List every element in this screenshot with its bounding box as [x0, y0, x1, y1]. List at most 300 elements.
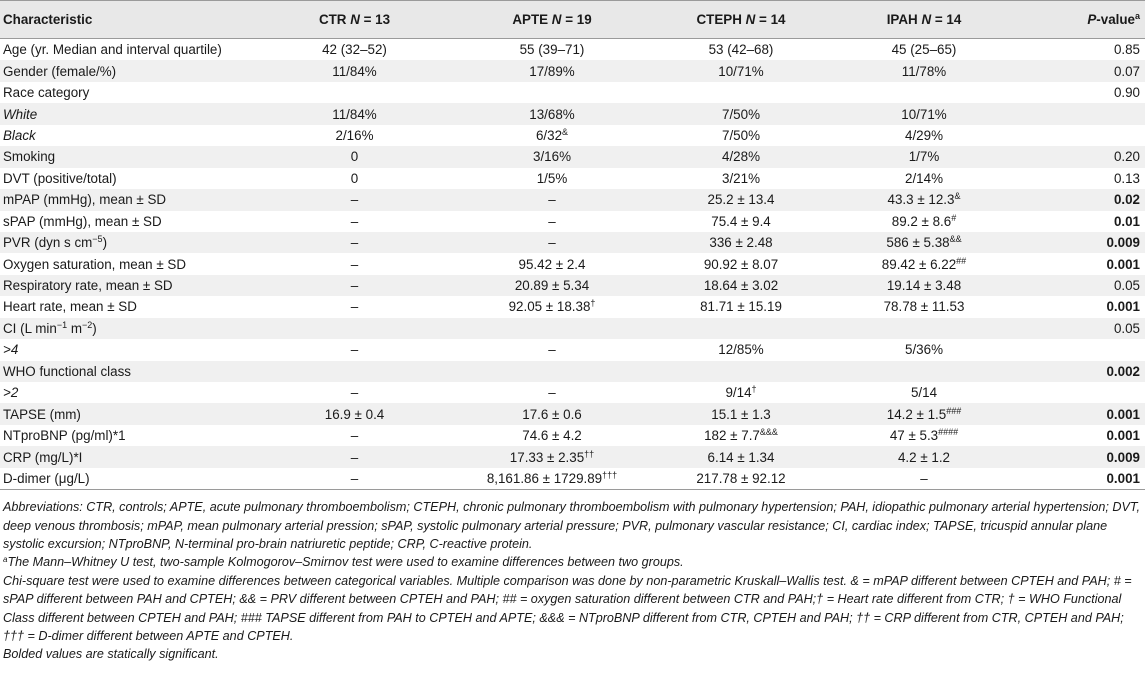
- cell-cteph: [652, 339, 830, 360]
- row-label-text: mPAP (mmHg), mean ± SD: [3, 192, 167, 208]
- cell-value: 74.6 ± 4.2: [522, 428, 582, 444]
- group-n-value: = 14: [759, 12, 786, 27]
- cell-value: 18.64 ± 3.02: [703, 278, 779, 294]
- cell-ctr: [257, 189, 452, 210]
- cell-ctr: [257, 125, 452, 146]
- cell-cteph: [652, 253, 830, 274]
- table-row: [0, 275, 1145, 296]
- cell-ctr: [257, 468, 452, 490]
- cell-value: 95.42 ± 2.4: [518, 256, 586, 272]
- table-row: [0, 382, 1145, 403]
- pvalue: 0.90: [1113, 85, 1140, 101]
- cell-apte: [452, 296, 652, 317]
- cell-value: 47 ± 5.3: [889, 428, 939, 444]
- cell-cteph: [652, 425, 830, 446]
- cell-apte: [452, 403, 652, 424]
- cell-apte: [452, 275, 652, 296]
- cell-value: 16.9 ± 0.4: [324, 406, 385, 422]
- cell-value: 25.2 ± 13.4: [707, 192, 775, 208]
- cell-ctr: [257, 339, 452, 360]
- cell-ipah: [830, 168, 1018, 189]
- row-label-text: NTproBNP (pg/ml)*1: [3, 428, 126, 444]
- cell-cteph: [652, 468, 830, 490]
- cell-pvalue: [1018, 446, 1145, 467]
- row-label-text: Gender (female/%): [3, 63, 117, 79]
- cell-value: 55 (39–71): [519, 42, 585, 58]
- cell-pvalue: [1018, 318, 1145, 339]
- cell-value: 4/29%: [905, 127, 943, 143]
- cell-ipah: [830, 60, 1018, 81]
- cell-value: 19.14 ± 3.48: [886, 278, 962, 294]
- cell-value: 1/5%: [536, 170, 568, 186]
- row-label: [0, 382, 257, 403]
- cell-apte: [452, 39, 652, 61]
- group-n-label: N: [350, 12, 360, 27]
- table-row: [0, 103, 1145, 124]
- cell-ipah: [830, 296, 1018, 317]
- row-label: [0, 168, 257, 189]
- cell-value: 7/50%: [722, 127, 760, 143]
- group-n-value: = 14: [934, 12, 962, 27]
- cell-value: 8,161.86 ± 1729.89: [486, 470, 603, 486]
- table-row: [0, 446, 1145, 467]
- cell-footnote-marker: &: [954, 191, 961, 202]
- pvalue: 0.009: [1106, 449, 1140, 465]
- cell-value: 0: [350, 149, 359, 165]
- header-group-ctr: [257, 1, 452, 39]
- cell-value: 10/71%: [901, 106, 947, 122]
- row-label: [0, 339, 257, 360]
- row-label-text: Oxygen saturation, mean ± SD: [3, 256, 187, 272]
- row-label: [0, 60, 257, 81]
- cell-footnote-marker: &: [562, 126, 569, 137]
- table-row: [0, 318, 1145, 339]
- row-label: [0, 468, 257, 490]
- cell-ipah: [830, 211, 1018, 232]
- cell-value: 4.2 ± 1.2: [897, 449, 951, 465]
- row-label-text: Race category: [3, 85, 90, 101]
- cell-value: 586 ± 5.38: [886, 235, 950, 251]
- cell-value: 90.92 ± 8.07: [703, 256, 779, 272]
- cell-apte: [452, 232, 652, 253]
- group-n-label: N: [921, 12, 932, 27]
- cell-cteph: [652, 318, 830, 339]
- cell-pvalue: [1018, 361, 1145, 382]
- cell-ctr: [257, 446, 452, 467]
- row-label: [0, 82, 257, 103]
- group-name: IPAH: [886, 12, 918, 27]
- table-row: [0, 425, 1145, 446]
- pvalue-footnote-marker: a: [1134, 11, 1140, 21]
- cell-ipah: [830, 82, 1018, 103]
- cell-value: 217.78 ± 92.12: [696, 470, 786, 486]
- group-name: CTEPH: [696, 12, 742, 27]
- row-label-text: Smoking: [3, 149, 56, 165]
- table-row: [0, 361, 1145, 382]
- cell-apte: [452, 125, 652, 146]
- row-label-sup: −1: [56, 319, 68, 330]
- table-row: [0, 168, 1145, 189]
- table-footnotes: [0, 490, 1145, 664]
- pvalue: 0.20: [1113, 149, 1140, 165]
- table-row: [0, 125, 1145, 146]
- row-label-text: TAPSE (mm): [3, 406, 81, 422]
- row-label: [0, 189, 257, 210]
- table-row: [0, 60, 1145, 81]
- cell-ctr: [257, 60, 452, 81]
- cell-value: –: [548, 385, 556, 401]
- cell-value: 11/84%: [332, 63, 377, 79]
- cell-value: 10/71%: [718, 63, 764, 79]
- cell-value: –: [920, 470, 928, 486]
- row-label-text: White: [3, 106, 38, 122]
- cell-value: 92.05 ± 18.38: [508, 299, 591, 315]
- row-label-text: CRP (mg/L)*I: [3, 449, 83, 465]
- cell-cteph: [652, 211, 830, 232]
- cell-value: 53 (42–68): [708, 42, 774, 58]
- cell-value: 0: [350, 170, 359, 186]
- pvalue: 0.009: [1106, 235, 1140, 251]
- cell-pvalue: [1018, 39, 1145, 61]
- cell-ctr: [257, 146, 452, 167]
- group-n-value: = 13: [363, 12, 391, 27]
- cell-value: –: [350, 235, 359, 251]
- cell-footnote-marker: &&&: [759, 427, 778, 438]
- cell-apte: [452, 146, 652, 167]
- cell-value: –: [350, 342, 359, 358]
- cell-value: 89.2 ± 8.6: [891, 213, 952, 229]
- cell-value: 20.89 ± 5.34: [514, 278, 590, 294]
- cell-value: –: [350, 256, 359, 272]
- cell-ctr: [257, 232, 452, 253]
- row-label: [0, 253, 257, 274]
- row-label-sup: −2: [81, 319, 93, 330]
- cell-value: 2/16%: [335, 127, 374, 143]
- cell-ipah: [830, 318, 1018, 339]
- footnote-a: [3, 553, 1142, 571]
- row-label: [0, 146, 257, 167]
- cell-value: 182 ± 7.7: [704, 428, 760, 444]
- footnote-chi-square: Chi-square test were used to examine differences between categorical variables. Multiple comparison was done by non-parametric Kruskall–Wallis test. & = mPAP different between CPTEH and PAH; # = sPAP different between PAH and CPTEH; && = PRV different between CPTEH and PAH; ## = oxygen saturation different between CTR and PAH;† = Heart rate different from CTR; † = WHO Functional Class different between CPTEH and PAH; ### TAPSE different from PAH to CPTEH and APTE; &&& = NTproBNP different from CTR, CPTEH and PAH; †† = CRP different from CTR, CPTEH and PAH; ††† = D-dimer different between APTE and CPTEH.: [3, 573, 1132, 644]
- cell-footnote-marker: ####: [938, 427, 959, 438]
- cell-value: –: [548, 342, 556, 358]
- cell-value: 15.1 ± 1.3: [711, 406, 771, 422]
- cell-cteph: [652, 275, 830, 296]
- cell-pvalue: [1018, 403, 1145, 424]
- row-label-text: CI (L min: [3, 320, 57, 336]
- row-label: [0, 361, 257, 382]
- cell-apte: [452, 339, 652, 360]
- cell-value: 13/68%: [529, 106, 575, 122]
- cell-ipah: [830, 403, 1018, 424]
- cell-value: 78.78 ± 11.53: [883, 299, 965, 315]
- cell-apte: [452, 82, 652, 103]
- cell-ipah: [830, 468, 1018, 490]
- table-row: [0, 39, 1145, 61]
- cell-ctr: [257, 425, 452, 446]
- header-characteristic: Characteristic: [0, 1, 257, 39]
- pvalue: 0.001: [1106, 299, 1140, 315]
- cell-value: 6/32: [535, 127, 563, 143]
- cell-ipah: [830, 232, 1018, 253]
- cell-value: 42 (32–52): [322, 42, 387, 58]
- cell-ipah: [830, 253, 1018, 274]
- cell-apte: [452, 253, 652, 274]
- group-n-value: = 19: [565, 12, 592, 27]
- row-label: [0, 425, 257, 446]
- pvalue: 0.01: [1113, 213, 1140, 229]
- pvalue: 0.85: [1113, 42, 1140, 58]
- cell-ipah: [830, 425, 1018, 446]
- cell-value: 6.14 ± 1.34: [707, 449, 775, 465]
- cell-apte: [452, 318, 652, 339]
- cell-ctr: [257, 296, 452, 317]
- cell-cteph: [652, 146, 830, 167]
- cell-pvalue: [1018, 468, 1145, 490]
- table-row: [0, 189, 1145, 210]
- cell-apte: [452, 211, 652, 232]
- pvalue: 0.07: [1113, 63, 1140, 79]
- cell-ipah: [830, 39, 1018, 61]
- cell-value: 81.71 ± 15.19: [700, 299, 782, 315]
- cell-pvalue: [1018, 275, 1145, 296]
- cell-value: –: [548, 192, 556, 208]
- row-label-text: WHO functional class: [3, 363, 131, 379]
- pvalue: 0.002: [1106, 363, 1140, 379]
- cell-value: 2/14%: [905, 170, 943, 186]
- cell-pvalue: [1018, 168, 1145, 189]
- cell-cteph: [652, 403, 830, 424]
- table-row: [0, 403, 1145, 424]
- cell-value: –: [548, 213, 556, 229]
- cell-value: –: [350, 470, 359, 486]
- cell-ipah: [830, 275, 1018, 296]
- cell-cteph: [652, 232, 830, 253]
- cell-value: 3/21%: [722, 170, 760, 186]
- cell-apte: [452, 60, 652, 81]
- group-n-label: N: [551, 12, 562, 27]
- cell-footnote-marker: #: [951, 212, 957, 223]
- cell-footnote-marker: †††: [602, 469, 618, 480]
- pvalue: 0.001: [1106, 470, 1140, 486]
- pvalue: 0.05: [1113, 320, 1140, 336]
- cell-pvalue: [1018, 146, 1145, 167]
- cell-pvalue: [1018, 339, 1145, 360]
- cell-pvalue: [1018, 60, 1145, 81]
- table-row: [0, 211, 1145, 232]
- cell-apte: [452, 361, 652, 382]
- footnote-a-text: The Mann–Whitney U test, two-sample Kolmogorov–Smirnov test were used to examine differences between two groups.: [7, 555, 684, 570]
- pvalue: 0.001: [1106, 428, 1140, 444]
- footnote-abbreviations: Abbreviations: CTR, controls; APTE, acute pulmonary thromboembolism; CTEPH, chronic pulmonary thromboembolism with pulmonary hypertension; PAH, idiopathic pulmonary arterial hypertension; DVT, deep venous thrombosis; mPAP, mean pulmonary arterial pression; sPAP, systolic pulmonary arterial pressure; PVR, pulmonary vascular resistance; CI, cardiac index; TAPSE, tricuspid annular plane systolic excursion; NTproBNP, N-terminal pro-brain natriuretic peptide; CRP, C-reactive protein.: [3, 500, 1140, 551]
- row-label: [0, 296, 257, 317]
- cell-footnote-marker: ††: [584, 448, 595, 459]
- cell-value: 1/7%: [908, 149, 940, 165]
- cell-pvalue: [1018, 382, 1145, 403]
- header-group-ipah: [830, 1, 1018, 39]
- row-label-text: >4: [3, 342, 19, 358]
- pvalue: 0.001: [1106, 256, 1140, 272]
- row-label-text: D-dimer (μg/L): [3, 470, 90, 486]
- cell-ipah: [830, 125, 1018, 146]
- pvalue: 0.001: [1106, 406, 1140, 422]
- row-label-text: Age (yr. Median and interval quartile): [3, 42, 222, 58]
- cell-pvalue: [1018, 125, 1145, 146]
- group-name: APTE: [512, 12, 549, 27]
- row-label-after: ): [102, 235, 108, 251]
- cell-apte: [452, 468, 652, 490]
- pvalue-label: P: [1087, 12, 1097, 27]
- header-group-cteph: [652, 1, 830, 39]
- cell-pvalue: [1018, 296, 1145, 317]
- cell-footnote-marker: &&: [949, 234, 962, 245]
- cell-ctr: [257, 382, 452, 403]
- cell-value: 4/28%: [722, 149, 760, 165]
- cell-value: –: [350, 385, 359, 401]
- cell-pvalue: [1018, 211, 1145, 232]
- cell-value: 5/36%: [905, 342, 943, 358]
- cell-cteph: [652, 382, 830, 403]
- cell-pvalue: [1018, 253, 1145, 274]
- cell-ipah: [830, 339, 1018, 360]
- cell-value: 14.2 ± 1.5: [886, 406, 947, 422]
- header-group-apte: [452, 1, 652, 39]
- cell-value: –: [350, 278, 359, 294]
- cell-pvalue: [1018, 103, 1145, 124]
- cell-apte: [452, 168, 652, 189]
- cell-value: 89.42 ± 6.22: [881, 256, 957, 272]
- cell-ipah: [830, 382, 1018, 403]
- cell-value: 17.6 ± 0.6: [522, 406, 582, 422]
- cell-cteph: [652, 125, 830, 146]
- row-label: [0, 318, 257, 339]
- footnote-a-marker: a: [3, 555, 8, 565]
- cell-pvalue: [1018, 82, 1145, 103]
- cell-value: 5/14: [910, 385, 938, 401]
- cell-value: 45 (25–65): [891, 42, 957, 58]
- cell-ipah: [830, 446, 1018, 467]
- table-row: [0, 146, 1145, 167]
- row-label-text: >2: [3, 385, 19, 401]
- cell-ctr: [257, 275, 452, 296]
- table-row: [0, 232, 1145, 253]
- table-row: [0, 468, 1145, 490]
- cell-cteph: [652, 168, 830, 189]
- row-label-after: ): [92, 320, 97, 336]
- row-label-text: sPAP (mmHg), mean ± SD: [3, 213, 162, 229]
- row-label: [0, 446, 257, 467]
- row-label: [0, 125, 257, 146]
- cell-apte: [452, 382, 652, 403]
- row-label: [0, 39, 257, 61]
- footnote-bolded: Bolded values are statically significant.: [3, 647, 219, 662]
- cell-pvalue: [1018, 232, 1145, 253]
- cell-value: –: [350, 299, 359, 315]
- table-row: [0, 82, 1145, 103]
- cell-cteph: [652, 82, 830, 103]
- cell-value: –: [350, 428, 359, 444]
- cell-apte: [452, 446, 652, 467]
- cell-ctr: [257, 403, 452, 424]
- cell-cteph: [652, 361, 830, 382]
- cell-value: 7/50%: [722, 106, 760, 122]
- header-row: [0, 1, 1145, 39]
- cell-cteph: [652, 189, 830, 210]
- pvalue: 0.13: [1113, 170, 1140, 186]
- cell-value: 75.4 ± 9.4: [711, 213, 771, 229]
- cell-ctr: [257, 103, 452, 124]
- row-label-sup: −5: [92, 234, 103, 245]
- cell-ctr: [257, 211, 452, 232]
- cell-apte: [452, 103, 652, 124]
- row-label-mid: m: [67, 320, 82, 336]
- cell-value: 17.33 ± 2.35: [509, 449, 585, 465]
- row-label-text: Respiratory rate, mean ± SD: [3, 278, 173, 294]
- cell-pvalue: [1018, 189, 1145, 210]
- row-label-text: Heart rate, mean ± SD: [3, 299, 137, 315]
- cell-ctr: [257, 82, 452, 103]
- cell-ipah: [830, 146, 1018, 167]
- row-label: [0, 275, 257, 296]
- cell-value: 11/78%: [901, 63, 947, 79]
- table-row: [0, 339, 1145, 360]
- cell-value: 17/89%: [529, 63, 575, 79]
- cell-value: 3/16%: [533, 149, 571, 165]
- cell-ipah: [830, 103, 1018, 124]
- cell-cteph: [652, 296, 830, 317]
- cell-value: 43.3 ± 12.3: [887, 192, 955, 208]
- row-label: [0, 211, 257, 232]
- cell-ctr: [257, 39, 452, 61]
- cell-value: –: [350, 192, 359, 208]
- row-label-text: DVT (positive/total): [3, 170, 117, 186]
- table-row: [0, 296, 1145, 317]
- pvalue: 0.05: [1113, 278, 1140, 294]
- group-n-label: N: [745, 12, 756, 27]
- cell-value: 336 ± 2.48: [709, 235, 773, 251]
- table-body: [0, 39, 1145, 490]
- cell-ctr: [257, 361, 452, 382]
- cell-footnote-marker: †: [751, 384, 757, 395]
- row-label-text: Black: [3, 127, 36, 143]
- cell-cteph: [652, 60, 830, 81]
- header-pvalue: [1018, 1, 1145, 39]
- cell-value: 9/14: [725, 385, 752, 401]
- cell-footnote-marker: ##: [956, 255, 967, 266]
- cell-cteph: [652, 39, 830, 61]
- cell-ipah: [830, 361, 1018, 382]
- cell-value: –: [350, 213, 359, 229]
- cell-apte: [452, 189, 652, 210]
- cell-ctr: [257, 253, 452, 274]
- cell-value: 12/85%: [718, 342, 764, 358]
- pvalue: 0.02: [1113, 192, 1140, 208]
- cell-ctr: [257, 168, 452, 189]
- row-label: [0, 403, 257, 424]
- cell-value: –: [350, 449, 359, 465]
- cell-footnote-marker: †: [590, 298, 596, 309]
- table-row: [0, 253, 1145, 274]
- row-label-text: PVR (dyn s cm: [3, 235, 93, 251]
- cell-ipah: [830, 189, 1018, 210]
- cell-cteph: [652, 103, 830, 124]
- cell-apte: [452, 425, 652, 446]
- pvalue-suffix: -value: [1096, 12, 1135, 27]
- cell-value: 11/84%: [332, 106, 377, 122]
- cell-value: –: [548, 235, 556, 251]
- row-label: [0, 103, 257, 124]
- row-label: [0, 232, 257, 253]
